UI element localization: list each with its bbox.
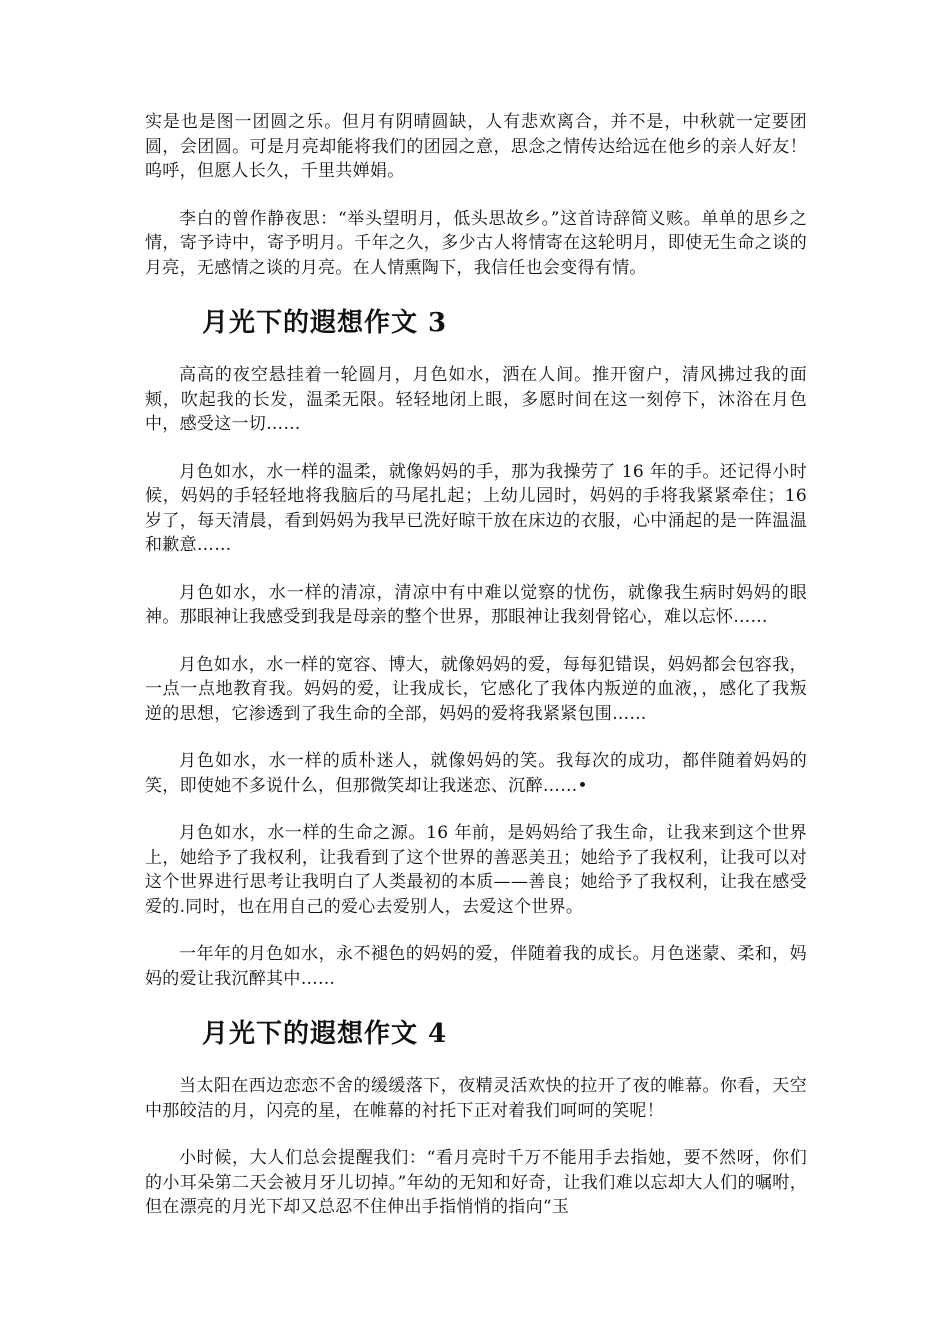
document-page xyxy=(145,110,807,1243)
paragraph-intro-1: 实是也是图一团圆之乐。但月有阴晴圆缺，人有悲欢离合，并不是，中秋就一定要团圆，会团圆。可是月亮却能将我们的团园之意，思念之情传达给远在他乡的亲人好友！呜呼，但愿人长久，千里共婵娟。 xyxy=(145,112,807,181)
section-3-paragraph-2: 月色如水，水一样的温柔，就像妈妈的手，那为我操劳了 16 年的手。还记得小时候，妈妈的手轻轻地将我脑后的马尾扎起；上幼儿园时，妈妈的手将我紧紧牵住；16 岁了，每天清晨，看到妈妈为我早已洗好晾干放在床边的衣服，心中涌起的是一阵温温和歉意…… xyxy=(145,461,807,555)
section-3-paragraph-4: 月色如水，水一样的宽容、博大，就像妈妈的爱，每每犯错误，妈妈都会包容我，一点一点地教育我。妈妈的爱，让我成长，它感化了我体内叛逆的血液，，感化了我叛逆的思想，它渗透到了我生命的全部，妈妈的爱将我紧紧包围…… xyxy=(145,654,807,724)
section-3-paragraph-1: 高高的夜空悬挂着一轮圆月，月色如水，洒在人间。推开窗户，清风拂过我的面颊，吹起我的长发，温柔无限。轻轻地闭上眼，多愿时间在这一刻停下，沐浴在月色中，感受这一切…… xyxy=(145,365,807,434)
section-4-paragraph-2: 小时候，大人们总会提醒我们：“看月亮时千万不能用手去指她，要不然呀，你们的小耳朵第二天会被月牙儿切掉。”年幼的无知和好奇，让我们难以忘却大人们的嘱咐，但在漂亮的月光下却又总忍不住伸出手指悄悄的指向“玉 xyxy=(145,1148,807,1217)
section-3-title: 月光下的遐想作文 3 xyxy=(202,308,448,338)
section-4-paragraph-1: 当太阳在西边恋恋不舍的缓缓落下，夜精灵活欢快的拉开了夜的帷幕。你看，天空中那皎洁的月，闪亮的星，在帷幕的衬托下正对着我们呵呵的笑呢！ xyxy=(145,1076,807,1121)
section-3-paragraph-7: 一年年的月色如水，永不褪色的妈妈的爱，伴随着我的成长。月色迷蒙、柔和，妈妈的爱让我沉醉其中…… xyxy=(145,944,807,989)
section-3-paragraph-5: 月色如水，水一样的质朴迷人，就像妈妈的笑。我每次的成功，都伴随着妈妈的笑，即使她不多说什么，但那微笑却让我迷恋、沉醉……• xyxy=(145,751,807,796)
section-3-paragraph-6: 月色如水，水一样的生命之源。16 年前，是妈妈给了我生命，让我来到这个世界上，她给予了我权利，让我看到了这个世界的善恶美丑；她给予了我权利，让我可以对这个世界进行思考让我明白了人类最初的本质——善良；她给予了我权利，让我在感受爱的.同时，也在用自己的爱心去爱别人，去爱这个世界。 xyxy=(145,823,807,917)
section-3-paragraph-3: 月色如水，水一样的清凉，清凉中有中难以觉察的忧伤，就像我生病时妈妈的眼神。那眼神让我感受到我是母亲的整个世界，那眼神让我刻骨铭心，难以忘怀…… xyxy=(145,582,807,627)
paragraph-intro-2: 李白的曾作静夜思：“举头望明月，低头思故乡。”这首诗辞简义赅。单单的思乡之情，寄予诗中，寄予明月。千年之久，多少古人将情寄在这轮明月，即使无生命之谈的月亮，无感情之谈的月亮。在人情熏陶下，我信任也会变得有情。 xyxy=(145,208,807,278)
section-4-title: 月光下的遐想作文 4 xyxy=(202,1019,448,1049)
